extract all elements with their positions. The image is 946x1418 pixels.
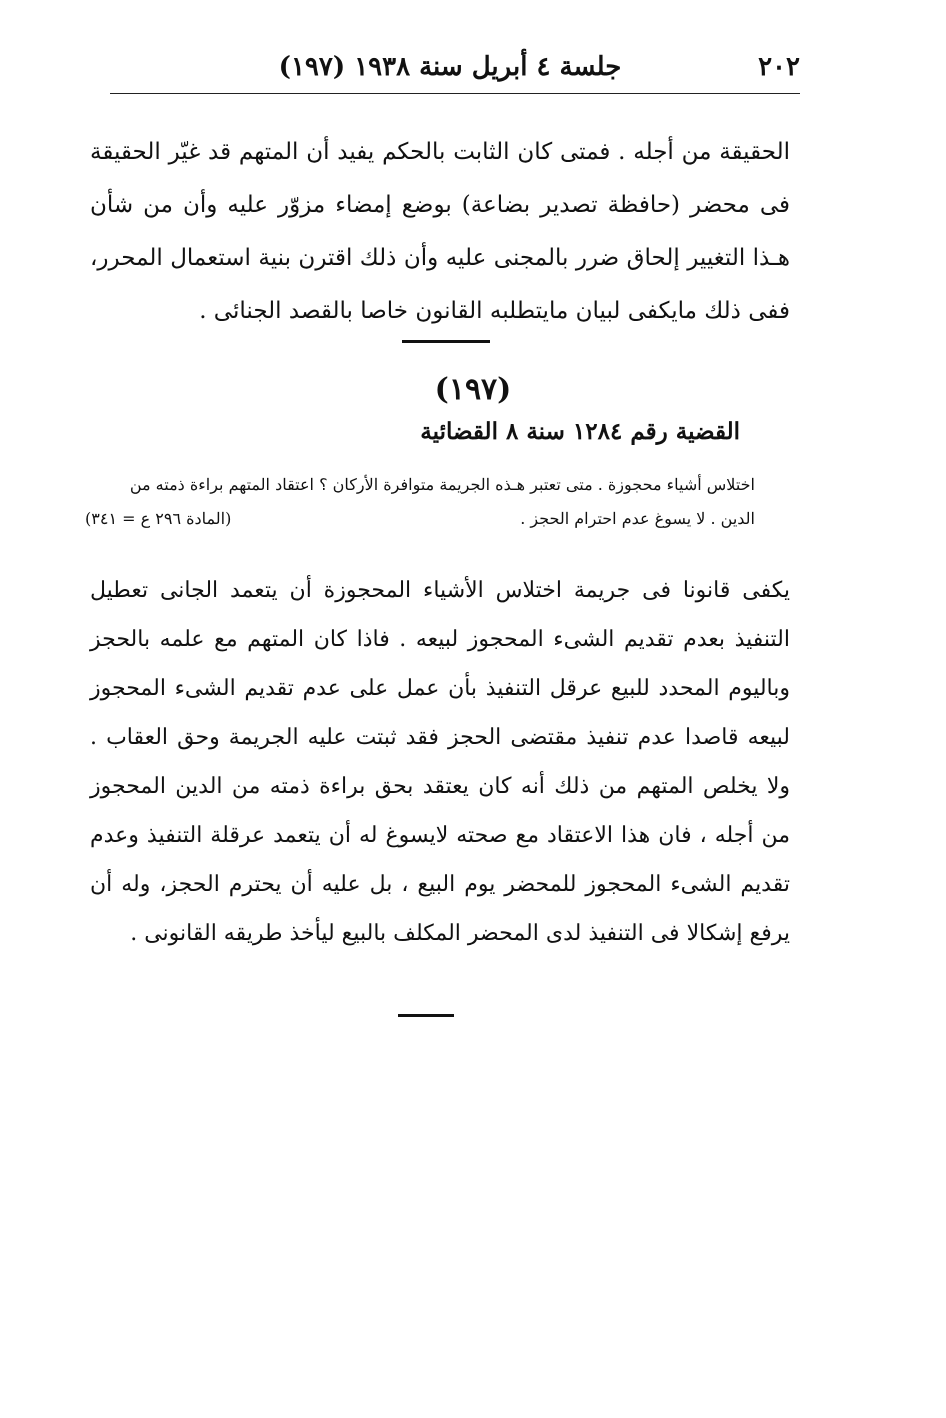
case-summary xyxy=(85,468,755,536)
page-number: ٢٠٢ xyxy=(758,52,800,82)
article-reference: (المادة ٢٩٦ ع = ٣٤١) xyxy=(85,509,232,528)
principle-paragraph: يكفى قانونا فى جريمة اختلاس الأشياء المحجوزة أن يتعمد الجانى تعطيل التنفيذ بعدم تقديم الشىء المحجوز لبيعه . فاذا كان المتهم مع علمه بالحجز وباليوم المحدد للبيع عرقل التنفيذ بأن عمل على عدم تقديم الشىء المحجوز لبيعه قاصدا عدم تنفيذ مقتضى الحجز فقد ثبتت عليه الجريمة وحق العقاب . ولا يخلص المتهم من ذلك أنه كان يعتقد بحق براءة ذمته من الدين المحجوز من أجله ، فان هذا الاعتقاد مع صحته لايسوغ له أن يتعمد عرقلة التنفيذ وعدم تقديم الشىء المحجوز للمحضر يوم البيع ، بل عليه أن يحترم الحجز، وله أن يرفع إشكالا فى التنفيذ لدى المحضر المكلف بالبيع ليأخذ طريقه القانونى . xyxy=(90,578,790,946)
end-divider xyxy=(398,1014,454,1017)
section-divider xyxy=(402,340,490,343)
running-title: جلسة ٤ أبريل سنة ١٩٣٨ (١٩٧) xyxy=(278,52,622,82)
case-number: (١٩٧) xyxy=(434,372,512,407)
summary-line: اختلاس أشياء محجوزة . متى تعتبر هـذه الجريمة متوافرة الأركان ؟ اعتقاد المتهم براءة ذمته من xyxy=(129,475,755,494)
summary-text: الدين . لا يسوغ عدم احترام الحجز . xyxy=(520,509,755,528)
case-reference: القضية رقم ١٢٨٤ سنة ٨ القضائية xyxy=(420,418,740,445)
summary-line xyxy=(85,502,755,536)
previous-case-paragraph: الحقيقة من أجله . فمتى كان الثابت بالحكم يفيد أن المتهم قد غيّر الحقيقة فى محضر (حافظة تصدير بضاعة) بوضع إمضاء مزوّر عليه وأن من شأن هـذا التغيير إلحاق ضرر بالمجنى عليه وأن ذلك اقترن بنية استعمال المحرر، ففى ذلك مايكفى لبيان مايتطلبه القانون خاصا بالقصد الجنائى . xyxy=(90,139,790,324)
header-divider xyxy=(110,93,800,94)
page-header xyxy=(100,48,800,92)
